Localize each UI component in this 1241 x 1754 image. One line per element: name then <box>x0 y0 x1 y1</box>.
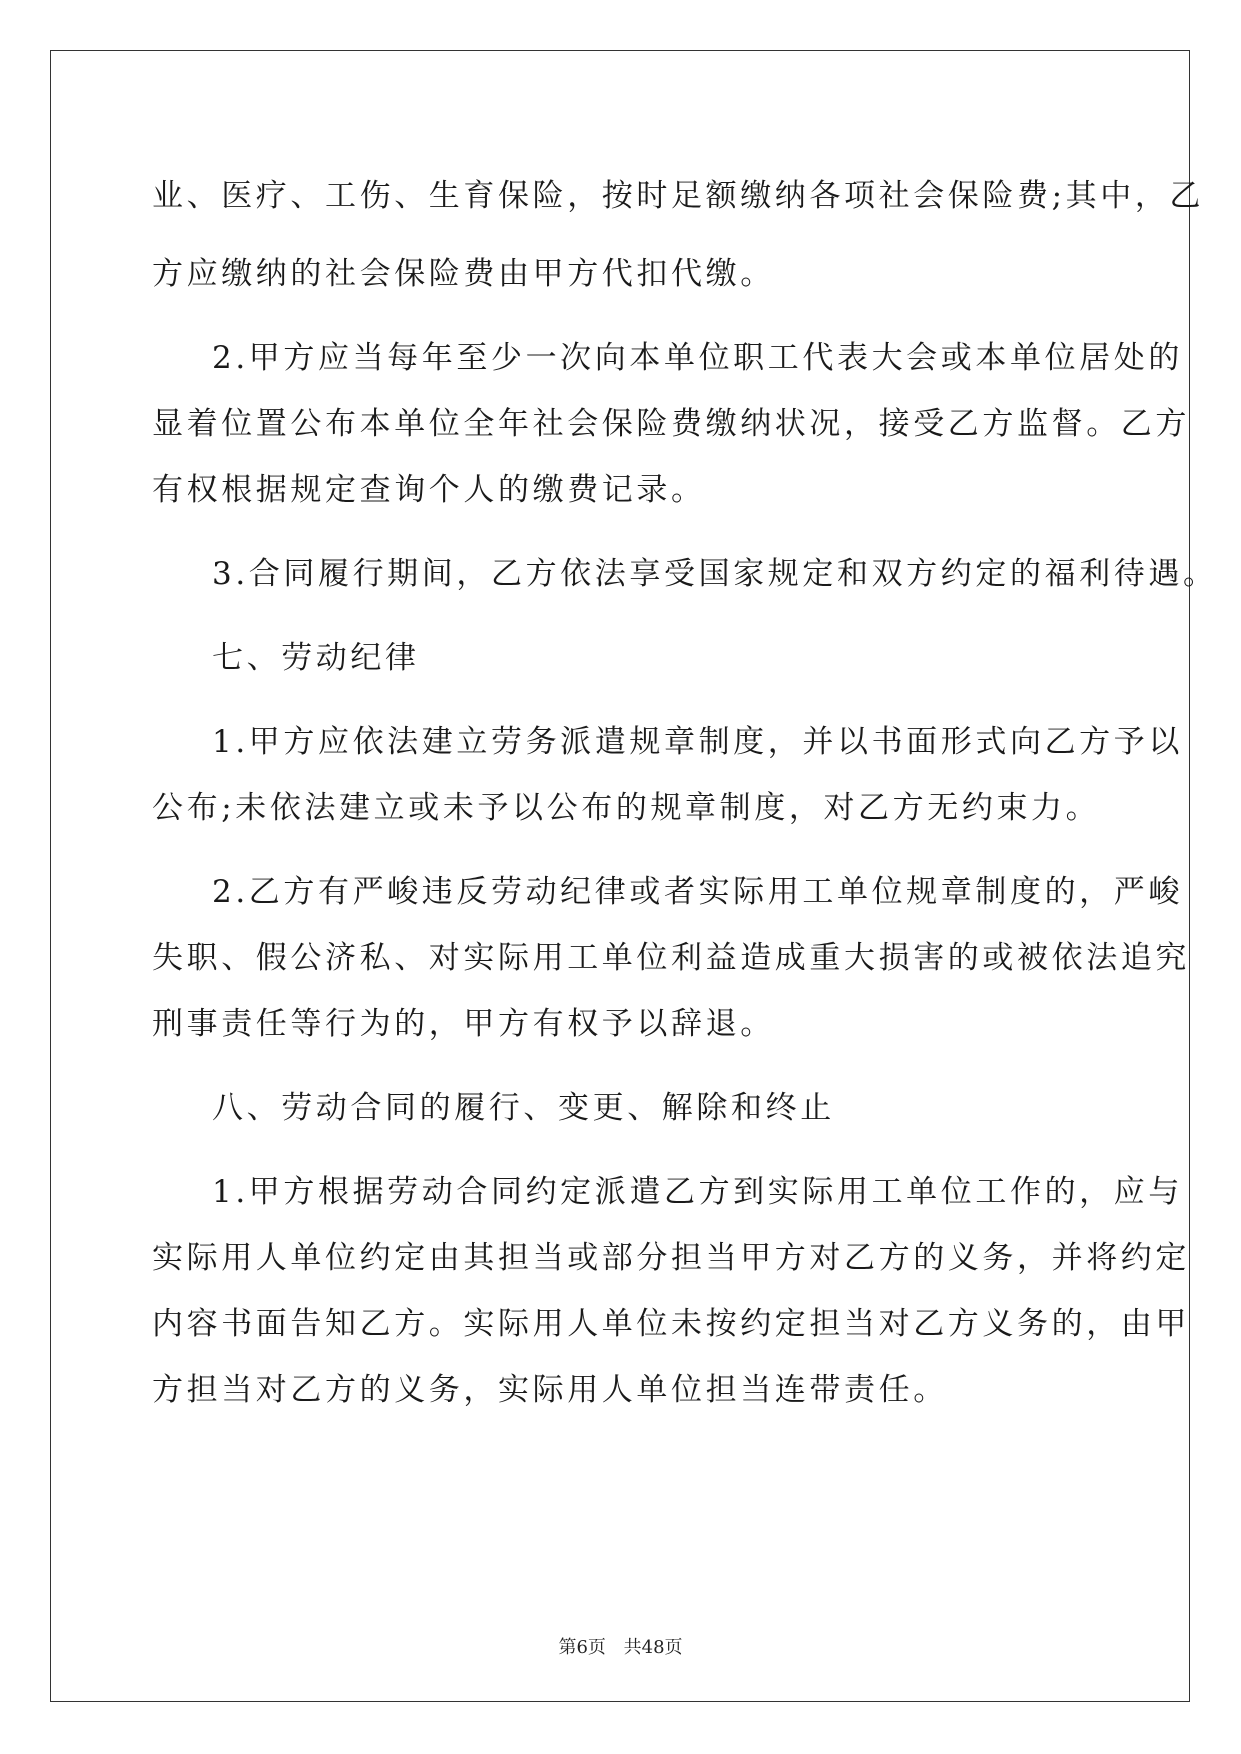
document-body <box>152 166 1218 1426</box>
text-line: 2.甲方应当每年至少一次向本单位职工代表大会或本单位居处的 <box>212 340 1183 376</box>
text-line: 1.甲方应依法建立劳务派遣规章制度，并以书面形式向乙方予以 <box>212 724 1183 760</box>
text-line: 实际用人单位约定由其担当或部分担当甲方对乙方的义务，并将约定 <box>152 1240 1190 1276</box>
text-line: 刑事责任等行为的，甲方有权予以辞退。 <box>152 1006 775 1042</box>
page-footer <box>0 1633 1241 1659</box>
section-heading: 八、劳动合同的履行、变更、解除和终止 <box>212 1090 835 1126</box>
text-line: 公布;未依法建立或未予以公布的规章制度，对乙方无约束力。 <box>152 790 1101 826</box>
text-line: 业、医疗、工伤、生育保险，按时足额缴纳各项社会保险费;其中，乙 <box>152 178 1205 214</box>
text-line: 2.乙方有严峻违反劳动纪律或者实际用工单位规章制度的，严峻 <box>212 874 1183 910</box>
text-line: 方担当对乙方的义务，实际用人单位担当连带责任。 <box>152 1372 948 1408</box>
text-line: 失职、假公济私、对实际用工单位利益造成重大损害的或被依法追究 <box>152 940 1190 976</box>
page-number: 第6页 <box>558 1637 606 1658</box>
text-line: 方应缴纳的社会保险费由甲方代扣代缴。 <box>152 256 775 292</box>
text-line: 3.合同履行期间，乙方依法享受国家规定和双方约定的福利待遇。 <box>212 556 1218 592</box>
text-line: 内容书面告知乙方。实际用人单位未按约定担当对乙方义务的，由甲 <box>152 1306 1190 1342</box>
section-heading: 七、劳动纪律 <box>212 640 420 676</box>
text-line: 显着位置公布本单位全年社会保险费缴纳状况，接受乙方监督。乙方 <box>152 406 1190 442</box>
text-line: 1.甲方根据劳动合同约定派遣乙方到实际用工单位工作的，应与 <box>212 1174 1183 1210</box>
page-total: 共48页 <box>623 1637 683 1658</box>
text-line: 有权根据规定查询个人的缴费记录。 <box>152 472 706 508</box>
